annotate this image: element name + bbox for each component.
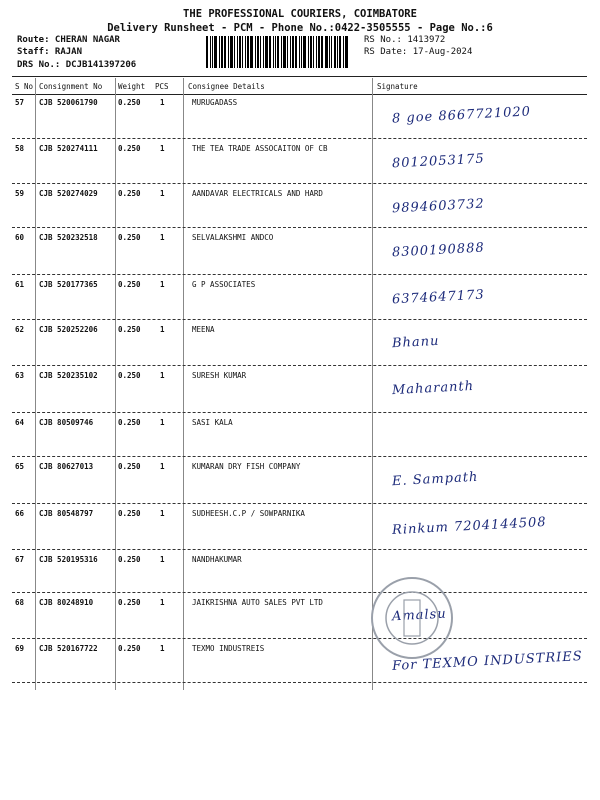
row-pcs: 1 bbox=[160, 233, 165, 242]
barcode-bar bbox=[290, 36, 291, 68]
row-consignee: MEENA bbox=[192, 325, 215, 334]
row-weight: 0.250 bbox=[118, 280, 141, 289]
barcode-bar bbox=[234, 36, 235, 68]
signature-text: For TEXMO INDUSTRIES bbox=[391, 649, 584, 674]
row-consignment-no: CJB 520235102 bbox=[39, 371, 98, 380]
signature-text: Bhanu bbox=[391, 333, 440, 352]
row-separator bbox=[12, 456, 587, 457]
row-sno: 60 bbox=[15, 233, 25, 242]
barcode-bar bbox=[277, 36, 279, 68]
row-weight: 0.250 bbox=[118, 644, 141, 653]
row-weight: 0.250 bbox=[118, 418, 141, 427]
row-separator bbox=[12, 227, 587, 228]
row-consignment-no: CJB 520274029 bbox=[39, 189, 98, 198]
drs-number: DRS No.: DCJB141397206 bbox=[17, 60, 137, 70]
row-consignee: MURUGADASS bbox=[192, 98, 238, 107]
row-consignment-no: CJB 520177365 bbox=[39, 280, 98, 289]
barcode-bar bbox=[219, 36, 220, 68]
row-sno: 62 bbox=[15, 325, 25, 334]
barcode-bar bbox=[224, 36, 226, 68]
row-weight: 0.250 bbox=[118, 189, 141, 198]
row-consignment-no: CJB 80548797 bbox=[39, 509, 94, 518]
barcode-bar bbox=[250, 36, 253, 68]
header-bottom-rule bbox=[12, 94, 587, 95]
barcode-bar bbox=[334, 36, 336, 68]
row-signature bbox=[372, 373, 587, 417]
barcode bbox=[206, 36, 356, 68]
col-header-signature: Signature bbox=[377, 82, 418, 91]
signature-text: Maharanth bbox=[391, 378, 475, 399]
row-consignment-no: CJB 520232518 bbox=[39, 233, 98, 242]
row-sno: 59 bbox=[15, 189, 25, 198]
row-consignee: G P ASSOCIATES bbox=[192, 280, 256, 289]
col-header-consignee: Consignee Details bbox=[188, 82, 265, 91]
barcode-bar bbox=[230, 36, 233, 68]
table-top-rule bbox=[12, 76, 587, 77]
barcode-bar bbox=[273, 36, 274, 68]
row-weight: 0.250 bbox=[118, 555, 141, 564]
barcode-bar bbox=[283, 36, 286, 68]
row-consignee: NANDHAKUMAR bbox=[192, 555, 242, 564]
col-divider bbox=[183, 78, 184, 690]
row-consignment-no: CJB 520252206 bbox=[39, 325, 98, 334]
row-consignee: SUDHEESH.C.P / SOWPARNIKA bbox=[192, 509, 305, 518]
row-sno: 66 bbox=[15, 509, 25, 518]
signature-text: 8 goe 8667721020 bbox=[391, 104, 532, 127]
row-sno: 64 bbox=[15, 418, 25, 427]
barcode-bar bbox=[299, 36, 300, 68]
row-weight: 0.250 bbox=[118, 325, 141, 334]
row-consignee: SURESH KUMAR bbox=[192, 371, 247, 380]
row-separator bbox=[12, 319, 587, 320]
col-header-pcs: PCS bbox=[155, 82, 169, 91]
row-consignment-no: CJB 520195316 bbox=[39, 555, 98, 564]
row-pcs: 1 bbox=[160, 325, 165, 334]
signature-text: 9894603732 bbox=[391, 196, 486, 217]
row-separator bbox=[12, 682, 587, 683]
barcode-bar bbox=[318, 36, 320, 68]
row-sno: 65 bbox=[15, 462, 25, 471]
signature-text: 8300190888 bbox=[391, 240, 486, 261]
barcode-bar bbox=[242, 36, 243, 68]
barcode-bar bbox=[221, 36, 223, 68]
row-sno: 57 bbox=[15, 98, 25, 107]
barcode-bar bbox=[260, 36, 261, 68]
row-pcs: 1 bbox=[160, 555, 165, 564]
row-signature bbox=[372, 235, 587, 279]
staff-label: Staff: RAJAN bbox=[17, 47, 83, 57]
barcode-bar bbox=[329, 36, 330, 68]
barcode-bar bbox=[228, 36, 229, 68]
row-weight: 0.250 bbox=[118, 98, 141, 107]
barcode-bar bbox=[257, 36, 259, 68]
row-weight: 0.250 bbox=[118, 233, 141, 242]
signature-text: 6374647173 bbox=[391, 287, 486, 308]
barcode-bar bbox=[265, 36, 268, 68]
row-sno: 68 bbox=[15, 598, 25, 607]
row-sno: 67 bbox=[15, 555, 25, 564]
row-consignment-no: CJB 80248910 bbox=[39, 598, 94, 607]
signature-text: 8012053175 bbox=[391, 151, 486, 172]
barcode-bar bbox=[247, 36, 249, 68]
barcode-bar bbox=[321, 36, 323, 68]
row-consignee: SELVALAKSHMI ANDCO bbox=[192, 233, 274, 242]
col-divider bbox=[115, 78, 116, 690]
row-pcs: 1 bbox=[160, 98, 165, 107]
row-consignment-no: CJB 520274111 bbox=[39, 144, 98, 153]
barcode-bar bbox=[331, 36, 332, 68]
row-sno: 58 bbox=[15, 144, 25, 153]
row-weight: 0.250 bbox=[118, 462, 141, 471]
runsheet-subtitle: Delivery Runsheet - PCM - Phone No.:0422-3505555 - Page No.:6 bbox=[107, 22, 493, 34]
signature-text: Rinkum 7204144508 bbox=[391, 514, 548, 539]
row-consignee: KUMARAN DRY FISH COMPANY bbox=[192, 462, 301, 471]
barcode-bar bbox=[313, 36, 314, 68]
route-label: Route: CHERAN NAGAR bbox=[17, 35, 120, 45]
col-divider bbox=[35, 78, 36, 690]
signature-text: Amalsu bbox=[391, 606, 448, 625]
row-signature bbox=[372, 191, 587, 235]
row-consignment-no: CJB 520061790 bbox=[39, 98, 98, 107]
barcode-bar bbox=[337, 36, 338, 68]
rs-number: RS No.: 1413972 bbox=[364, 35, 446, 45]
row-signature bbox=[372, 464, 587, 508]
row-consignee: SASI KALA bbox=[192, 418, 233, 427]
row-consignee: THE TEA TRADE ASSOCAITON OF CB bbox=[192, 144, 328, 153]
row-separator bbox=[12, 549, 587, 550]
row-weight: 0.250 bbox=[118, 598, 141, 607]
company-title: THE PROFESSIONAL COURIERS, COIMBATORE bbox=[183, 8, 417, 20]
barcode-bar bbox=[212, 36, 213, 68]
barcode-bar bbox=[295, 36, 297, 68]
row-consignee: JAIKRISHNA AUTO SALES PVT LTD bbox=[192, 598, 323, 607]
row-weight: 0.250 bbox=[118, 371, 141, 380]
barcode-bar bbox=[237, 36, 238, 68]
barcode-bar bbox=[255, 36, 256, 68]
row-pcs: 1 bbox=[160, 644, 165, 653]
barcode-bar bbox=[308, 36, 309, 68]
col-header-consignment: Consignment No bbox=[39, 82, 103, 91]
barcode-bar bbox=[303, 36, 306, 68]
row-separator bbox=[12, 592, 587, 593]
barcode-bar bbox=[292, 36, 294, 68]
row-consignment-no: CJB 80627013 bbox=[39, 462, 94, 471]
barcode-bar bbox=[287, 36, 288, 68]
barcode-bar bbox=[263, 36, 264, 68]
row-pcs: 1 bbox=[160, 509, 165, 518]
barcode-bar bbox=[339, 36, 341, 68]
row-pcs: 1 bbox=[160, 144, 165, 153]
row-separator bbox=[12, 503, 587, 504]
barcode-bar bbox=[245, 36, 246, 68]
row-separator bbox=[12, 365, 587, 366]
row-pcs: 1 bbox=[160, 371, 165, 380]
rs-date: RS Date: 17-Aug-2024 bbox=[364, 47, 473, 57]
barcode-bar bbox=[343, 36, 344, 68]
row-pcs: 1 bbox=[160, 418, 165, 427]
col-header-sno: S No bbox=[15, 82, 34, 91]
row-separator bbox=[12, 412, 587, 413]
row-separator bbox=[12, 638, 587, 639]
row-separator bbox=[12, 138, 587, 139]
row-weight: 0.250 bbox=[118, 509, 141, 518]
barcode-bar bbox=[325, 36, 328, 68]
barcode-bar bbox=[310, 36, 312, 68]
barcode-bar bbox=[214, 36, 217, 68]
row-consignee: AANDAVAR ELECTRICALS AND HARD bbox=[192, 189, 323, 198]
row-sno: 61 bbox=[15, 280, 25, 289]
barcode-bar bbox=[210, 36, 211, 68]
col-header-weight: Weight bbox=[118, 82, 146, 91]
barcode-bar bbox=[301, 36, 302, 68]
row-separator bbox=[12, 183, 587, 184]
barcode-bar bbox=[316, 36, 317, 68]
row-separator bbox=[12, 274, 587, 275]
barcode-bar bbox=[239, 36, 241, 68]
barcode-bar bbox=[275, 36, 276, 68]
row-signature bbox=[372, 420, 587, 464]
row-pcs: 1 bbox=[160, 189, 165, 198]
row-consignment-no: CJB 80509746 bbox=[39, 418, 94, 427]
row-consignee: TEXMO INDUSTREIS bbox=[192, 644, 265, 653]
row-weight: 0.250 bbox=[118, 144, 141, 153]
barcode-bar bbox=[206, 36, 208, 68]
barcode-bar bbox=[345, 36, 348, 68]
barcode-bar bbox=[269, 36, 271, 68]
row-sno: 63 bbox=[15, 371, 25, 380]
row-pcs: 1 bbox=[160, 462, 165, 471]
row-sno: 69 bbox=[15, 644, 25, 653]
row-pcs: 1 bbox=[160, 280, 165, 289]
signature-text: E. Sampath bbox=[391, 469, 479, 490]
company-seal-stamp bbox=[368, 574, 456, 662]
row-consignment-no: CJB 520167722 bbox=[39, 644, 98, 653]
barcode-bar bbox=[281, 36, 282, 68]
row-pcs: 1 bbox=[160, 598, 165, 607]
